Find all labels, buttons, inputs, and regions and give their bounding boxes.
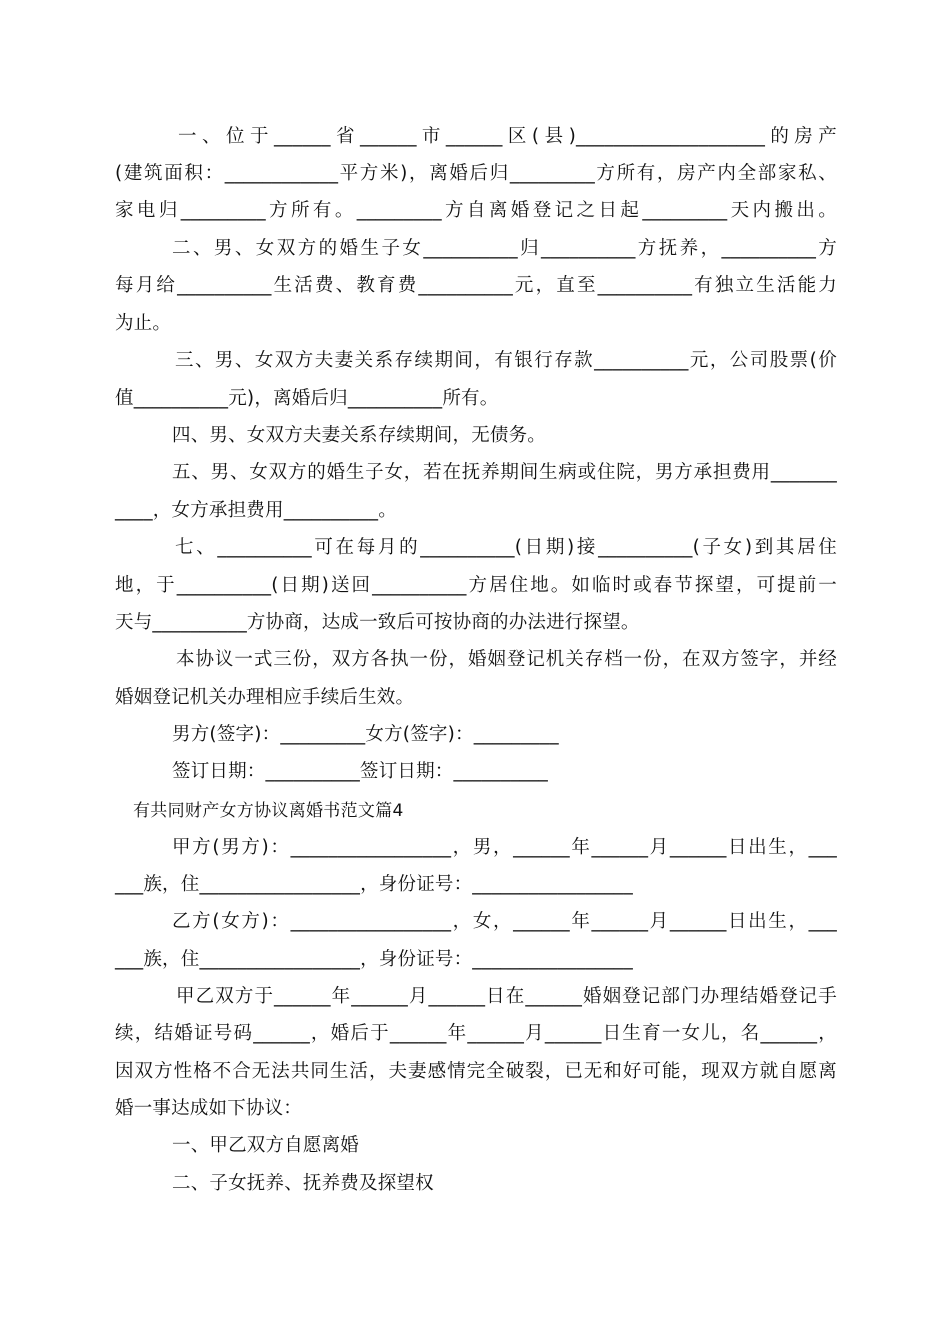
document-text-line: 甲方(男方)：_________________，男，______年______月______日出生，___ [172,837,837,858]
document-text-line: ____，女方承担费用__________。 [115,500,397,521]
document-text-line: 天与__________方协商，达成一致后可按协商的办法进行探望。 [115,612,640,633]
document-text-line: 二、男、女双方的婚生子女__________归__________方抚养，__________方 [172,238,837,259]
document-text-line: 二、子女抚养、抚养费及探望权 [172,1173,434,1194]
document-text-line: 地，于__________(日期)送回__________方居住地。如临时或春节探望，可提前一 [115,575,837,596]
document-text-line: 三、男、女双方夫妻关系存续期间，有银行存款__________元，公司股票(价 [175,350,837,371]
document-text-line: 续，结婚证号码______，婚后于______年______月______日生育一女儿，名______， [115,1023,837,1044]
document-text-line: 为止。 [115,313,172,334]
document-text-line: 四、男、女双方夫妻关系存续期间，无债务。 [172,425,547,446]
document-text-line: 签订日期：__________签订日期：__________ [172,761,549,782]
document-text-line: 七、__________可在每月的__________(日期)接__________(子女)到其居住 [175,537,837,558]
document-text-line: 甲乙双方于______年______月______日在______婚姻登记部门办理结婚登记手 [176,986,837,1007]
document-text-line: 男方(签字)：_________女方(签字)：_________ [172,724,559,745]
document-text-line: 因双方性格不合无法共同生活，夫妻感情完全破裂，已无和好可能，现双方就自愿离 [115,1061,837,1082]
document-text-line: 婚姻登记机关办理相应手续后生效。 [115,687,415,708]
document-text-line: 本协议一式三份，双方各执一份，婚姻登记机关存档一份，在双方签字，并经 [176,649,837,670]
document-text-line: 一、甲乙双方自愿离婚 [172,1135,360,1156]
section-heading: 有共同财产女方协议离婚书范文篇4 [133,801,404,821]
document-text-line: 五、男、女双方的婚生子女，若在抚养期间生病或住院，男方承担费用_______ [172,462,837,483]
document-text-line: ___族，住_________________，身份证号：_________________ [115,874,633,895]
document-text-line: ___族，住_________________，身份证号：_________________ [115,949,633,970]
document-text-line: 乙方(女方)：_________________，女，______年______月______日出生，___ [172,911,837,932]
document-text-line: 一、位于______省______市______区(县)____________________的房产 [178,126,837,147]
document-text-line: (建筑面积：____________平方米)，离婚后归_________方所有，房产内全部家私、 [115,163,837,184]
document-text-line: 每月给__________生活费、教育费__________元，直至__________有独立生活能力 [115,275,837,296]
document-text-line: 家电归_________方所有。_________方自离婚登记之日起_________天内搬出。 [115,200,837,221]
document-text-line: 值__________元)，离婚后归__________所有。 [115,388,499,409]
document-text-line: 婚一事达成如下协议： [115,1098,303,1119]
